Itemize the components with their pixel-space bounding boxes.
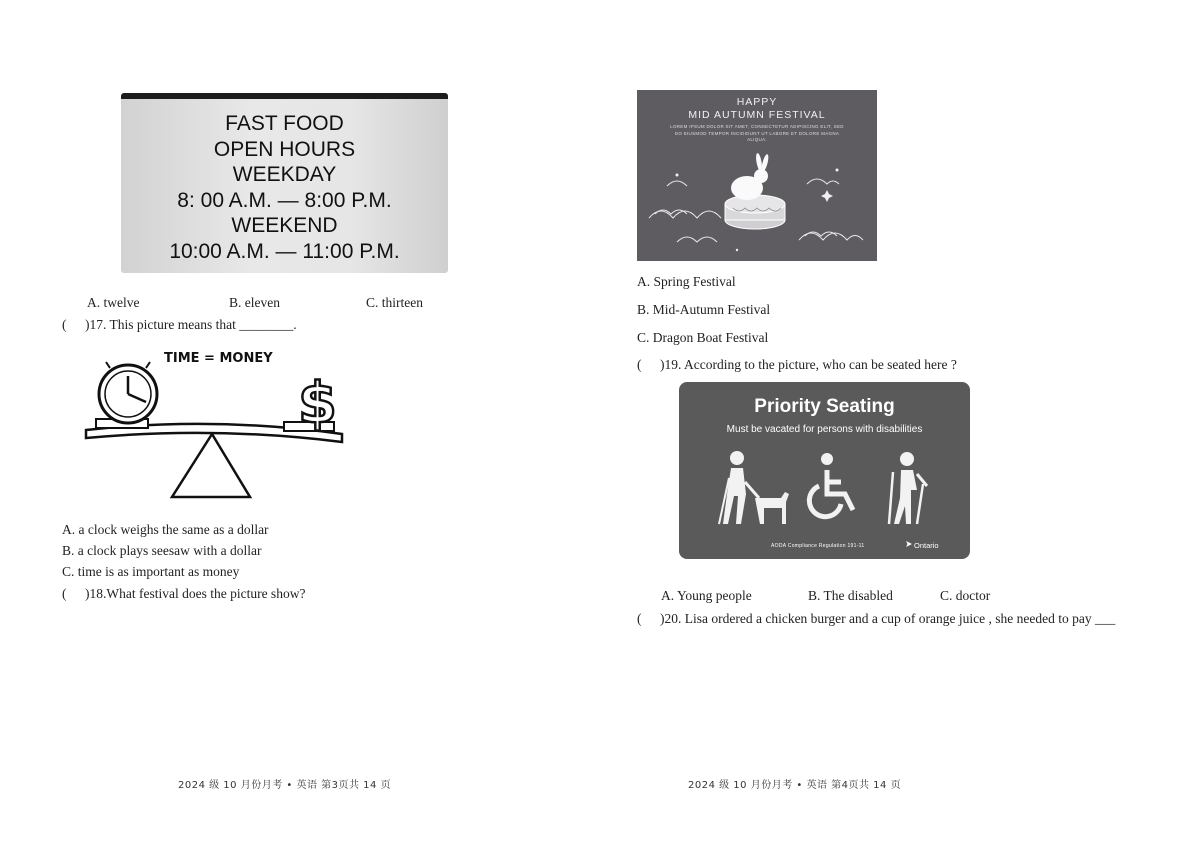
q17-option-c: C. time is as important as money (62, 564, 240, 579)
sign-line: 10:00 A.M. — 11:00 P.M. (169, 239, 400, 263)
card-lorem: LOREM IPSUM DOLOR SIT AMET, CONSECTETUR ADIPISCING ELIT, SED DO EIUSMOD TEMPOR INCIDIDUNT UT LABORE ET DOLORE MAGNA ALIQUA. (670, 124, 844, 142)
q17-question: )17. This picture means that ________. (85, 317, 297, 332)
fast-food-sign-image (121, 93, 448, 273)
q16-option-a: A. twelve (87, 295, 140, 310)
q18-answer-paren: ( (62, 586, 67, 601)
q17-option-a: A. a clock weighs the same as a dollar (62, 522, 269, 537)
q19-option-b: B. The disabled (808, 588, 893, 603)
sign-brand: Ontario (914, 541, 939, 550)
sign-regulation: AODA Compliance Regulation 191-11 (771, 543, 865, 549)
page-footer-right: 2024 级 10 月份月考 • 英语 第4页共 14 页 (688, 780, 902, 791)
q17-answer-paren: ( (62, 317, 67, 332)
rabbit-icon (731, 153, 770, 200)
q18-option-b: B. Mid-Autumn Festival (637, 302, 771, 317)
q18-question: )18.What festival does the picture show? (85, 586, 306, 601)
page-footer-left: 2024 级 10 月份月考 • 英语 第3页共 14 页 (178, 780, 392, 791)
clock-icon (99, 362, 157, 423)
q18-option-c: C. Dragon Boat Festival (637, 330, 769, 345)
cartoon-caption: TIME = MONEY (164, 351, 273, 366)
q18-option-a: A. Spring Festival (637, 274, 736, 289)
sign-line: WEEKEND (231, 214, 338, 237)
priority-seating-sign-image (679, 382, 970, 559)
mooncake-icon (725, 195, 785, 229)
card-line-1: HAPPY (736, 96, 778, 108)
blind-person-icon (719, 451, 789, 524)
sign-subtitle: Must be vacated for persons with disabilities (726, 424, 923, 435)
q16-option-c: C. thirteen (366, 295, 423, 310)
sign-line: WEEKDAY (232, 163, 337, 186)
sign-line: OPEN HOURS (213, 137, 356, 161)
q17-option-b: B. a clock plays seesaw with a dollar (62, 543, 262, 558)
ontario-logo-icon (906, 541, 912, 547)
q19-option-c: C. doctor (940, 588, 991, 603)
svg-text:$: $ (298, 371, 337, 436)
sign-line: FAST FOOD (225, 112, 344, 135)
wheelchair-icon (809, 453, 853, 517)
crutches-person-icon (889, 452, 927, 524)
q19-answer-paren: ( (637, 357, 642, 372)
q16-option-b: B. eleven (229, 295, 280, 310)
q19-option-a: A. Young people (661, 588, 752, 603)
sign-title: Priority Seating (754, 396, 895, 417)
q20-question: )20. Lisa ordered a chicken burger and a cup of orange juice , she needed to pay ___ (660, 611, 1116, 626)
mid-autumn-card-image (637, 90, 877, 261)
sign-line: 8: 00 A.M. — 8:00 P.M. (177, 188, 392, 212)
dollar-icon (298, 371, 337, 436)
time-money-cartoon (84, 342, 384, 502)
card-line-2: MID AUTUMN FESTIVAL (688, 109, 826, 121)
q19-question: )19. According to the picture, who can be seated here ? (660, 357, 957, 372)
q20-answer-paren: ( (637, 611, 642, 626)
